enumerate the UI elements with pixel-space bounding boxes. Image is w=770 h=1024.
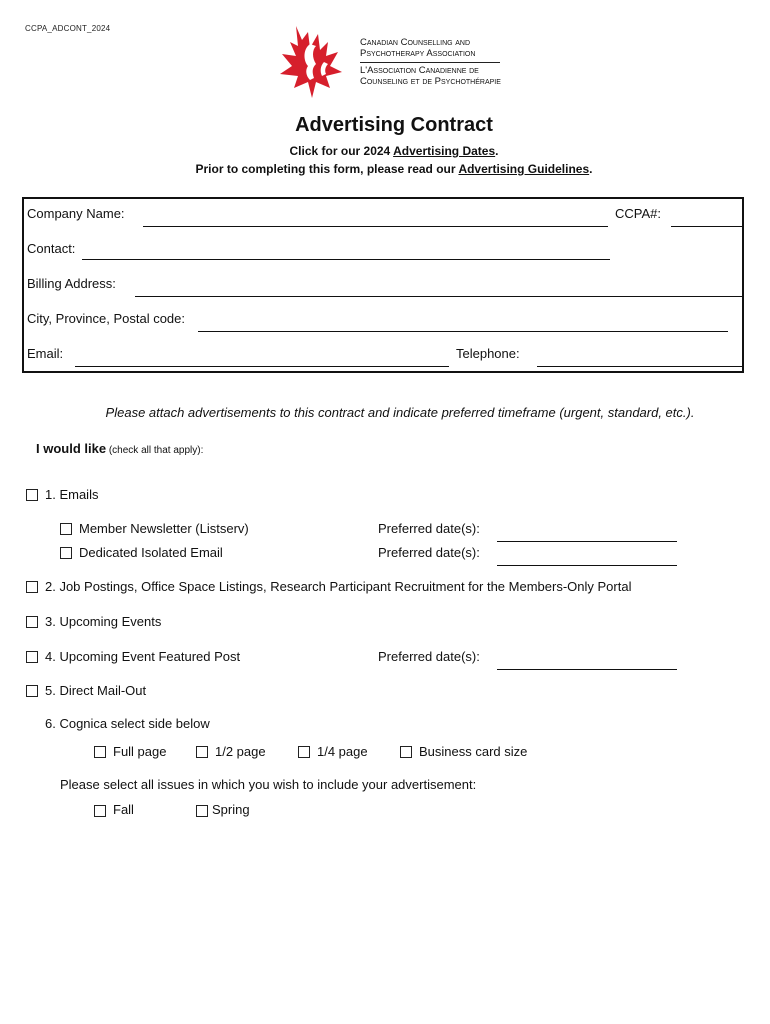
dates-note-pre: Click for our 2024 bbox=[289, 144, 394, 158]
i-would-like-heading bbox=[36, 441, 203, 456]
half-page-checkbox[interactable] bbox=[196, 746, 208, 758]
maple-leaf-faces-logo-icon bbox=[272, 22, 352, 100]
half-page-label: 1/2 page bbox=[215, 744, 266, 759]
job-postings-checkbox[interactable] bbox=[26, 581, 38, 593]
i-would-like-bold: I would like bbox=[36, 441, 107, 456]
job-postings-label: 2. Job Postings, Office Space Listings, Research Participant Recruitment for the Members-Only Portal bbox=[45, 579, 632, 594]
business-card-checkbox[interactable] bbox=[400, 746, 412, 758]
full-page-checkbox[interactable] bbox=[94, 746, 106, 758]
ccpa-number-label: CCPA#: bbox=[615, 206, 661, 221]
guidelines-note-post: . bbox=[589, 162, 593, 176]
dedicated-preferred-label: Preferred date(s): bbox=[378, 545, 480, 560]
telephone-label: Telephone: bbox=[456, 346, 520, 361]
featured-preferred-date-field[interactable] bbox=[497, 655, 677, 670]
emails-label: 1. Emails bbox=[45, 487, 99, 502]
dedicated-preferred-date-field[interactable] bbox=[497, 551, 677, 566]
org-name-en-1: Canadian Counselling and bbox=[360, 37, 471, 48]
contact-label: Contact: bbox=[27, 241, 76, 256]
fall-label: Fall bbox=[113, 802, 134, 817]
upcoming-events-label: 3. Upcoming Events bbox=[45, 614, 162, 629]
dates-note-post: . bbox=[495, 144, 499, 158]
page-title: Advertising Contract bbox=[295, 114, 493, 136]
org-divider bbox=[360, 62, 500, 63]
dedicated-email-checkbox[interactable] bbox=[60, 547, 72, 559]
business-card-label: Business card size bbox=[419, 744, 528, 759]
city-province-postal-label: City, Province, Postal code: bbox=[27, 311, 185, 326]
upcoming-events-checkbox[interactable] bbox=[26, 616, 38, 628]
spring-label: Spring bbox=[212, 802, 250, 817]
guidelines-note-pre: Prior to completing this form, please read our bbox=[195, 162, 459, 176]
guidelines-note bbox=[0, 162, 770, 176]
document-code: CCPA_ADCONT_2024 bbox=[25, 24, 111, 33]
spring-checkbox[interactable] bbox=[196, 805, 208, 817]
email-label: Email: bbox=[27, 346, 64, 361]
attach-note: Please attach advertisements to this contract and indicate preferred timeframe (urgent, standard, etc.). bbox=[105, 405, 695, 420]
fall-checkbox[interactable] bbox=[94, 805, 106, 817]
featured-post-label: 4. Upcoming Event Featured Post bbox=[45, 649, 241, 664]
direct-mail-label: 5. Direct Mail-Out bbox=[45, 683, 147, 698]
contact-field[interactable] bbox=[82, 245, 610, 260]
advertising-dates-link[interactable]: Advertising Dates bbox=[393, 144, 496, 158]
featured-preferred-label: Preferred date(s): bbox=[378, 649, 480, 664]
telephone-field[interactable] bbox=[537, 352, 743, 367]
cognica-label: 6. Cognica select side below bbox=[45, 716, 210, 731]
dates-note bbox=[0, 144, 770, 158]
i-would-like-small: (check all that apply): bbox=[106, 445, 204, 456]
billing-address-label: Billing Address: bbox=[27, 276, 116, 291]
org-name-fr-1: L'Association Canadienne de bbox=[360, 65, 479, 76]
email-field[interactable] bbox=[75, 352, 449, 367]
full-page-label: Full page bbox=[113, 744, 167, 759]
company-name-field[interactable] bbox=[143, 212, 608, 227]
ccpa-number-field[interactable] bbox=[671, 212, 743, 227]
advertising-guidelines-link[interactable]: Advertising Guidelines bbox=[458, 162, 590, 176]
newsletter-preferred-date-field[interactable] bbox=[497, 527, 677, 542]
issues-instructions: Please select all issues in which you wish to include your advertisement: bbox=[60, 777, 477, 792]
org-name-fr-2: Counseling et de Psychothérapie bbox=[360, 75, 501, 87]
organization-name bbox=[360, 38, 501, 87]
org-name-en-2: Psychotherapy Association bbox=[360, 47, 476, 59]
quarter-page-checkbox[interactable] bbox=[298, 746, 310, 758]
dedicated-email-label: Dedicated Isolated Email bbox=[79, 545, 223, 560]
direct-mail-checkbox[interactable] bbox=[26, 685, 38, 697]
billing-address-field[interactable] bbox=[135, 282, 743, 297]
company-name-label: Company Name: bbox=[27, 206, 125, 221]
emails-checkbox[interactable] bbox=[26, 489, 38, 501]
quarter-page-label: 1/4 page bbox=[317, 744, 368, 759]
featured-post-checkbox[interactable] bbox=[26, 651, 38, 663]
newsletter-checkbox[interactable] bbox=[60, 523, 72, 535]
newsletter-label: Member Newsletter (Listserv) bbox=[79, 521, 249, 536]
city-province-postal-field[interactable] bbox=[198, 317, 728, 332]
newsletter-preferred-label: Preferred date(s): bbox=[378, 521, 480, 536]
